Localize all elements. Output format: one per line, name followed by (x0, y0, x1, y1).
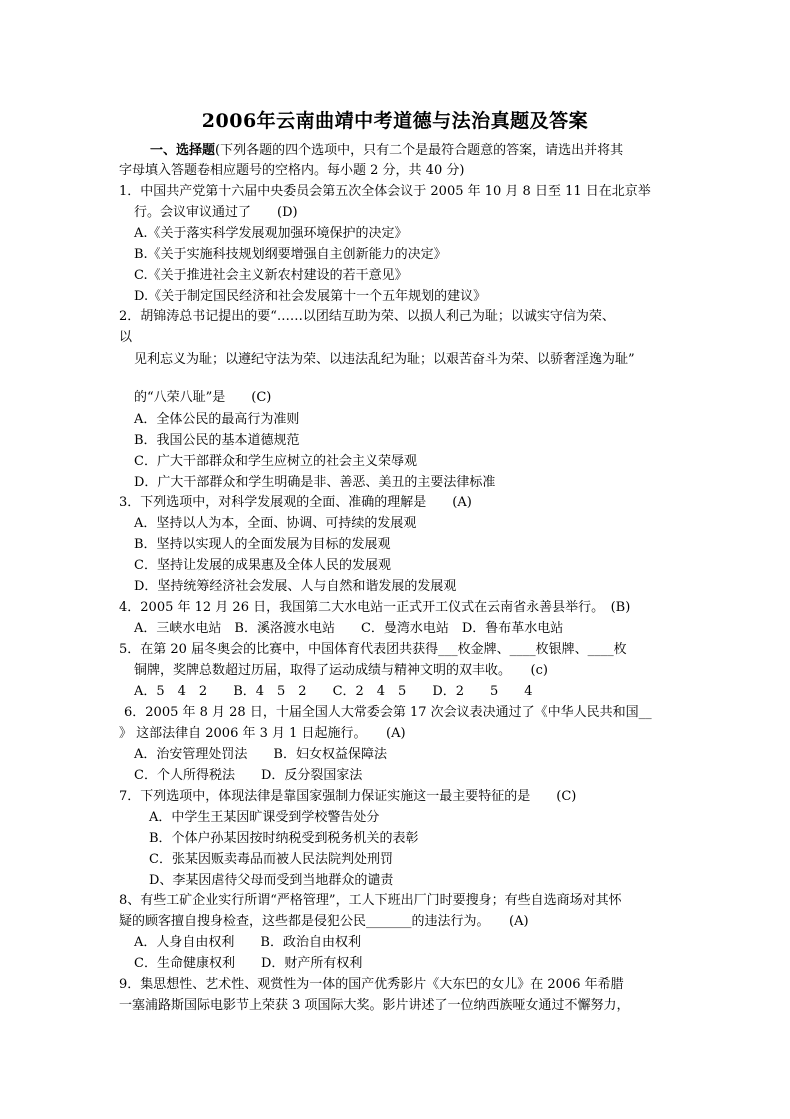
question-1-option-b: B.《关于实施科技规划纲要增强自主创新能力的决定》 (134, 247, 447, 262)
section-header-line (150, 141, 623, 161)
question-4-options: A．三峡水电站 B．溪洛渡水电站 C．曼湾水电站 D．鲁布革水电站 (134, 621, 564, 636)
question-7-option-b: B．个体户孙某因按时纳税受到税务机关的表彰 (149, 831, 419, 846)
question-3-option-d: D．坚持统筹经济社会发展、人与自然和谐发展的发展观 (134, 579, 457, 594)
question-2-option-a: A．全体公民的最高行为准则 (134, 412, 300, 427)
question-1-stem: 1．中国共产党第十六届中央委员会第五次全体会议于 2005 年 10 月 8 日至 11 日在北京举 (119, 184, 651, 199)
question-2-stem: 2．胡锦涛总书记提出的要“……以团结互助为荣、以损人利己为耻；以诚实守信为荣、 (119, 309, 615, 324)
question-2-option-c: C．广大干部群众和学生应树立的社会主义荣辱观 (134, 454, 417, 469)
question-2-option-d: D．广大干部群众和学生明确是非、善恶、美丑的主要法律标准 (134, 475, 496, 490)
question-2-option-b: B．我国公民的基本道德规范 (134, 433, 300, 448)
question-3-option-c: C．坚持让发展的成果惠及全体人民的发展观 (134, 558, 391, 573)
question-6-stem: 6．2005 年 8 月 28 日，十届全国人大常委会第 17 次会议表决通过了《中华人民共和国__ (124, 705, 652, 720)
question-5-stem: 5．在第 20 届冬奥会的比赛中，中国体育代表团共获得___枚金牌、____枚银牌、____枚 (119, 642, 627, 657)
question-8-options-cd: C．生命健康权利 D．财产所有权利 (134, 956, 363, 971)
question-6-stem-cont: 》 这部法律自 2006 年 3 月 1 日起施行。 (A) (119, 726, 406, 741)
question-5-options: A．5 4 2 B．4 5 2 C．2 4 5 D．2 5 4 (134, 684, 533, 699)
question-8-stem-cont: 疑的顾客擅自搜身检查，这些都是侵犯公民_______的违法行为。 (A) (119, 914, 529, 929)
question-1-option-a: A.《关于落实科学发展观加强环境保护的决定》 (134, 226, 408, 241)
question-8-options-ab: A．人身自由权利 B．政治自由权利 (134, 935, 361, 950)
question-6-options-cd: C．个人所得税法 D．反分裂国家法 (134, 768, 363, 783)
question-3-option-a: A．坚持以人为本，全面、协调、可持续的发展观 (134, 516, 417, 531)
question-8-stem: 8、有些工矿企业实行所谓“严格管理”，工人下班出厂门时要搜身；有些自选商场对其怀 (119, 893, 622, 908)
question-7-option-c: C．张某因贩卖毒品而被人民法院判处刑罚 (149, 852, 393, 867)
question-6-options-ab: A．治安管理处罚法 B．妇女权益保障法 (134, 747, 387, 762)
question-3-option-b: B．坚持以实现人的全面发展为目标的发展观 (134, 537, 391, 552)
question-4-stem: 4．2005 年 12 月 26 日，我国第二大水电站一正式开工仪式在云南省永善县举行。 (B) (119, 600, 631, 615)
section-instructions: (下列各题的四个选项中，只有二个是最符合题意的答案，请选出并将其 (215, 143, 624, 158)
question-9-stem-cont: 一塞浦路斯国际电影节上荣获 3 项国际大奖。影片讲述了一位纳西族哑女通过不懈努力， (119, 998, 630, 1013)
question-1-option-c: C.《关于推进社会主义新农村建设的若干意见》 (134, 268, 408, 283)
question-1-option-d: D.《关于制定国民经济和社会发展第十一个五年规划的建议》 (134, 289, 487, 304)
question-9-stem: 9．集思想性、艺术性、观赏性为一体的国产优秀影片《大东巴的女儿》在 2006 年希腊 (119, 977, 624, 992)
document-title: 2006年云南曲靖中考道德与法治真题及答案 (201, 110, 589, 132)
question-2-stem-cont: 见利忘义为耻；以遵纪守法为荣、以违法乱纪为耻；以艰苦奋斗为荣、以骄奢淫逸为耻” (134, 352, 635, 367)
question-7-option-a: A．中学生王某因旷课受到学校警告处分 (149, 810, 380, 825)
question-5-stem-cont: 铜牌，奖牌总数超过历届，取得了运动成绩与精神文明的双丰收。 (c) (134, 663, 548, 678)
question-2-stem-end: 的“八荣八耻”是 (C) (134, 390, 272, 405)
question-1-stem-cont: 行。会议审议通过了 (D) (134, 205, 298, 220)
question-3-stem: 3．下列选项中，对科学发展观的全面、准确的理解是 (A) (119, 495, 472, 510)
section-instructions-cont: 字母填入答题卷相应题号的空格内。每小题 2 分，共 40 分) (119, 163, 465, 178)
section-heading: 一、选择题 (150, 143, 216, 158)
question-2-stem-cont: 以 (119, 330, 133, 345)
question-7-stem: 7．下列选项中，体现法律是靠国家强制力保证实施这一最主要特征的是 (C) (119, 789, 577, 804)
question-7-option-d: D、李某因虐待父母而受到当地群众的谴责 (149, 873, 394, 888)
